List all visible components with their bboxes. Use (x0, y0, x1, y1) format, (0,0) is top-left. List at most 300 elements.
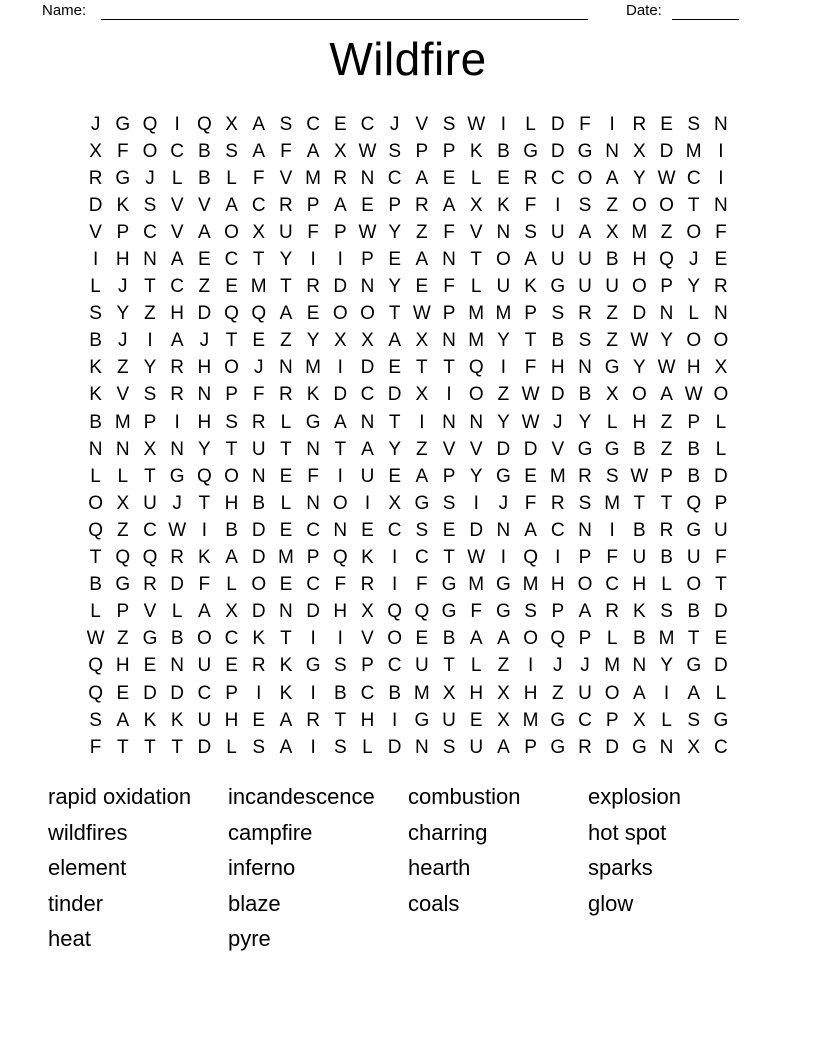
grid-cell: O (88, 492, 103, 514)
grid-cell: K (633, 601, 646, 623)
grid-cell: P (306, 194, 320, 216)
grid-cell: T (334, 709, 347, 731)
grid-cell: M (468, 330, 485, 352)
grid-cell: S (578, 330, 592, 352)
grid-cell: X (388, 492, 401, 514)
grid-cell: L (606, 411, 618, 433)
grid-cell: E (415, 276, 429, 298)
grid-row (82, 382, 735, 409)
grid-cell: T (660, 492, 673, 514)
grid-cell: S (388, 140, 401, 162)
grid-cell: Y (388, 221, 401, 243)
grid-cell: S (442, 736, 456, 758)
grid-cell: Z (116, 357, 129, 379)
grid-cell: F (524, 492, 537, 514)
grid-cell: F (252, 384, 265, 406)
grid-cell: I (446, 384, 452, 406)
grid-cell: L (117, 465, 129, 487)
grid-cell: I (527, 655, 534, 677)
grid-cell: S (225, 140, 238, 162)
grid-cell: L (715, 438, 727, 460)
grid-cell: H (224, 709, 239, 731)
grid-cell: I (500, 113, 507, 135)
grid-cell: P (524, 303, 537, 325)
grid-cell: Q (142, 113, 158, 135)
grid-cell: Y (578, 411, 592, 433)
grid-cell: E (714, 249, 728, 271)
grid-cell: Q (224, 303, 239, 325)
grid-cell: D (143, 682, 157, 704)
grid-cell: G (115, 574, 131, 596)
grid-cell: G (496, 574, 511, 596)
grid-cell: N (578, 519, 592, 541)
grid-cell: I (337, 628, 343, 650)
grid-cell: Z (660, 438, 673, 460)
grid-cell: R (333, 167, 348, 189)
grid-cell: A (333, 411, 347, 433)
grid-cell: A (687, 682, 701, 704)
grid-cell: E (252, 709, 266, 731)
grid-cell: L (280, 411, 292, 433)
grid-row (82, 545, 735, 572)
grid-cell: I (337, 357, 343, 379)
grid-cell: X (361, 330, 374, 352)
grid-cell: W (630, 330, 649, 352)
grid-cell: J (145, 167, 155, 189)
word-item: hot spot (588, 819, 667, 845)
grid-cell: L (226, 574, 237, 596)
grid-cell: C (714, 736, 728, 758)
grid-cell: T (225, 330, 238, 352)
grid-cell: M (495, 303, 512, 325)
grid-cell: E (388, 357, 401, 379)
grid-cell: Y (633, 167, 646, 189)
grid-cell: Z (116, 628, 129, 650)
grid-cell: M (631, 221, 648, 243)
grid-cell: B (551, 330, 565, 352)
grid-cell: M (522, 709, 539, 731)
grid-cell: B (89, 330, 102, 352)
grid-cell: R (251, 411, 266, 433)
grid-cell: W (467, 547, 486, 569)
grid-cell: U (442, 709, 456, 731)
grid-cell: X (633, 709, 646, 731)
grid-cell: M (468, 303, 485, 325)
grid-cell: R (170, 384, 185, 406)
grid-cell: I (609, 519, 615, 541)
grid-cell: L (661, 709, 672, 731)
grid-cell: X (89, 140, 102, 162)
grid-cell: E (388, 465, 401, 487)
grid-cell: L (525, 113, 536, 135)
grid-cell: P (660, 465, 673, 487)
grid-cell: Y (660, 330, 673, 352)
grid-cell: N (659, 736, 674, 758)
grid-cell: U (197, 655, 212, 677)
grid-cell: Z (198, 276, 211, 298)
grid-cell: R (632, 113, 647, 135)
grid-cell: H (115, 249, 130, 271)
grid-cell: E (225, 276, 238, 298)
grid-cell: K (116, 194, 130, 216)
grid-cell: C (387, 655, 402, 677)
grid-cell: B (89, 574, 102, 596)
grid-row (82, 409, 735, 436)
grid-cell: N (360, 167, 375, 189)
grid-cell: D (550, 113, 565, 135)
grid-cell: M (305, 357, 321, 379)
grid-cell: S (89, 709, 102, 731)
grid-cell: L (226, 167, 237, 189)
grid-cell: C (224, 249, 239, 271)
grid-cell: F (334, 574, 347, 596)
grid-cell: Y (497, 330, 510, 352)
grid-cell: C (170, 276, 185, 298)
word-item: hearth (408, 855, 471, 881)
grid-cell: R (279, 194, 293, 216)
grid-cell: D (714, 655, 728, 677)
grid-cell: T (171, 736, 183, 758)
grid-cell: T (715, 574, 727, 596)
grid-cell: I (609, 113, 615, 135)
grid-cell: D (714, 465, 728, 487)
grid-cell: N (714, 194, 728, 216)
grid-cell: E (279, 465, 293, 487)
grid-cell: H (523, 682, 538, 704)
grid-cell: S (333, 655, 347, 677)
grid-cell: I (419, 411, 425, 433)
grid-cell: K (89, 384, 102, 406)
grid-cell: A (116, 709, 130, 731)
grid-cell: O (196, 628, 212, 650)
grid-cell: A (524, 249, 537, 271)
grid-cell: C (605, 574, 620, 596)
grid-cell: C (387, 167, 402, 189)
grid-cell: A (578, 601, 592, 623)
grid-cell: A (442, 194, 456, 216)
grid-cell: M (305, 167, 321, 189)
grid-row (82, 680, 735, 707)
grid-cell: D (170, 682, 185, 704)
grid-cell: D (333, 276, 348, 298)
grid-cell: U (360, 465, 375, 487)
name-label: Name: (42, 2, 87, 19)
grid-cell: G (441, 601, 457, 623)
grid-cell: J (389, 113, 400, 135)
date-label: Date: (626, 2, 662, 19)
grid-cell: G (414, 709, 430, 731)
grid-cell: O (387, 628, 403, 650)
grid-cell: E (252, 330, 266, 352)
grid-cell: S (524, 601, 537, 623)
grid-cell: I (392, 547, 398, 569)
grid-cell: V (198, 194, 211, 216)
grid-cell: S (143, 384, 157, 406)
grid-cell: A (279, 303, 293, 325)
grid-cell: I (201, 519, 207, 541)
word-item: wildfires (48, 819, 128, 845)
grid-cell: A (170, 249, 184, 271)
grid-cell: A (415, 167, 429, 189)
grid-cell: K (279, 655, 293, 677)
grid-cell: Y (469, 465, 483, 487)
grid-cell: G (441, 574, 457, 596)
grid-cell: R (306, 709, 320, 731)
grid-cell: N (659, 303, 674, 325)
grid-cell: U (550, 249, 565, 271)
grid-cell: J (172, 492, 182, 514)
grid-cell: K (497, 194, 510, 216)
grid-cell: Y (306, 330, 320, 352)
grid-cell: A (361, 438, 374, 460)
grid-cell: P (578, 628, 592, 650)
grid-cell: G (686, 519, 702, 541)
grid-cell: P (306, 547, 320, 569)
word-item: heat (48, 926, 91, 952)
grid-cell: U (469, 736, 484, 758)
grid-cell: X (225, 113, 238, 135)
grid-cell: G (713, 709, 729, 731)
grid-cell: C (197, 682, 212, 704)
grid-cell: V (143, 601, 157, 623)
grid-cell: P (415, 140, 429, 162)
grid-cell: O (713, 384, 729, 406)
grid-cell: T (144, 276, 156, 298)
grid-cell: T (116, 736, 129, 758)
grid-cell: Q (142, 547, 158, 569)
grid-cell: P (714, 492, 728, 514)
grid-cell: X (361, 601, 374, 623)
grid-cell: P (442, 140, 456, 162)
grid-cell: N (442, 249, 456, 271)
grid-cell: I (473, 492, 479, 514)
grid-cell: Z (497, 655, 510, 677)
grid-cell: G (414, 492, 430, 514)
date-fill-line (672, 4, 739, 20)
grid-cell: E (442, 519, 456, 541)
grid-cell: J (553, 411, 563, 433)
grid-cell: Y (388, 276, 401, 298)
grid-cell: S (524, 221, 537, 243)
grid-cell: T (225, 438, 238, 460)
grid-cell: L (362, 736, 373, 758)
grid-cell: U (578, 682, 592, 704)
grid-cell: S (687, 709, 701, 731)
grid-cell: M (114, 411, 131, 433)
grid-cell: I (310, 736, 316, 758)
grid-cell: A (198, 221, 211, 243)
grid-cell: W (657, 167, 676, 189)
grid-cell: G (305, 655, 321, 677)
grid-cell: B (198, 167, 211, 189)
grid-cell: Z (497, 384, 510, 406)
grid-cell: M (250, 276, 267, 298)
grid-cell: V (442, 438, 456, 460)
grid-cell: D (469, 519, 484, 541)
grid-cell: I (310, 249, 316, 271)
grid-cell: R (659, 519, 674, 541)
grid-cell: N (306, 492, 320, 514)
grid-cell: O (577, 574, 593, 596)
grid-cell: P (605, 709, 619, 731)
grid-cell: B (633, 628, 646, 650)
grid-cell: M (468, 574, 485, 596)
grid-row (82, 301, 735, 328)
grid-cell: A (252, 113, 266, 135)
grid-cell: X (116, 492, 130, 514)
grid-cell: H (115, 655, 130, 677)
grid-cell: N (279, 357, 293, 379)
grid-cell: O (496, 249, 511, 271)
grid-cell: N (251, 465, 266, 487)
grid-cell: B (605, 249, 619, 271)
word-column (408, 779, 588, 957)
grid-cell: H (469, 682, 484, 704)
grid-cell: Q (88, 655, 103, 677)
grid-cell: F (252, 167, 265, 189)
grid-cell: U (686, 547, 701, 569)
grid-cell: B (687, 601, 701, 623)
grid-row (82, 274, 735, 301)
grid-cell: G (550, 736, 566, 758)
grid-cell: N (279, 601, 293, 623)
grid-cell: S (279, 113, 293, 135)
grid-cell: K (306, 384, 320, 406)
grid-row (82, 111, 735, 138)
grid-cell: Y (116, 303, 130, 325)
grid-cell: A (415, 249, 429, 271)
grid-cell: U (632, 547, 647, 569)
grid-cell: E (306, 303, 320, 325)
grid-cell: H (224, 492, 239, 514)
grid-cell: Q (88, 519, 103, 541)
grid-cell: S (660, 601, 673, 623)
grid-cell: X (333, 330, 347, 352)
grid-cell: Z (280, 330, 292, 352)
grid-cell: O (332, 492, 348, 514)
grid-cell: Z (116, 519, 129, 541)
grid-cell: X (415, 330, 429, 352)
grid-cell: A (225, 194, 238, 216)
grid-cell: I (555, 547, 561, 569)
grid-cell: D (550, 140, 565, 162)
grid-cell: R (88, 167, 103, 189)
grid-cell: H (686, 357, 701, 379)
grid-row (82, 463, 735, 490)
grid-cell: T (633, 492, 646, 514)
grid-cell: D (197, 303, 212, 325)
grid-cell: R (578, 303, 592, 325)
grid-cell: J (253, 357, 264, 379)
grid-cell: L (715, 411, 727, 433)
grid-cell: D (333, 384, 348, 406)
grid-cell: M (604, 655, 621, 677)
grid-row (82, 355, 735, 382)
grid-cell: C (550, 167, 565, 189)
grid-cell: L (90, 465, 101, 487)
grid-cell: T (144, 465, 156, 487)
grid-cell: N (143, 249, 157, 271)
grid-row (82, 246, 735, 273)
grid-cell: X (143, 438, 157, 460)
grid-row (82, 626, 735, 653)
grid-cell: X (605, 221, 619, 243)
grid-row (82, 707, 735, 734)
grid-cell: A (660, 384, 673, 406)
grid-cell: W (86, 628, 105, 650)
grid-cell: O (251, 574, 267, 596)
letter-grid (82, 111, 735, 761)
grid-cell: C (387, 519, 402, 541)
grid-cell: Y (687, 276, 701, 298)
grid-row (82, 572, 735, 599)
grid-cell: B (633, 438, 646, 460)
grid-cell: G (604, 438, 620, 460)
grid-cell: B (442, 628, 456, 650)
grid-cell: A (633, 682, 646, 704)
grid-cell: F (443, 221, 455, 243)
word-item: incandescence (228, 784, 375, 809)
grid-cell: L (688, 303, 699, 325)
word-column (48, 779, 228, 957)
grid-cell: F (715, 547, 727, 569)
grid-cell: E (279, 519, 293, 541)
grid-cell: B (578, 384, 592, 406)
grid-cell: G (305, 411, 321, 433)
grid-cell: F (524, 357, 537, 379)
grid-cell: E (116, 682, 130, 704)
grid-cell: O (142, 140, 158, 162)
grid-cell: R (578, 465, 592, 487)
grid-row (82, 599, 735, 626)
grid-cell: I (92, 249, 99, 271)
grid-cell: G (577, 438, 593, 460)
grid-cell: A (497, 736, 510, 758)
grid-cell: S (442, 113, 456, 135)
grid-cell: W (467, 113, 486, 135)
grid-cell: D (88, 194, 103, 216)
grid-row (82, 138, 735, 165)
grid-cell: S (442, 492, 456, 514)
grid-cell: J (498, 492, 509, 514)
grid-cell: S (415, 519, 429, 541)
grid-cell: L (90, 276, 101, 298)
grid-cell: Y (388, 438, 401, 460)
grid-cell: P (388, 194, 401, 216)
grid-cell: H (632, 411, 647, 433)
grid-cell: U (714, 519, 728, 541)
grid-cell: C (224, 628, 239, 650)
grid-row (82, 328, 735, 355)
word-item: rapid oxidation (48, 784, 192, 809)
grid-cell: G (686, 655, 702, 677)
grid-cell: X (333, 140, 347, 162)
grid-cell: I (147, 330, 153, 352)
grid-cell: N (578, 357, 592, 379)
grid-cell: R (279, 384, 293, 406)
grid-cell: O (604, 682, 620, 704)
grid-cell: J (118, 330, 128, 352)
grid-cell: O (686, 330, 702, 352)
grid-cell: N (714, 303, 728, 325)
grid-cell: G (142, 628, 158, 650)
grid-cell: G (550, 276, 566, 298)
grid-cell: F (443, 276, 455, 298)
grid-cell: R (143, 574, 157, 596)
grid-cell: H (360, 709, 375, 731)
grid-cell: E (660, 113, 673, 135)
grid-cell: I (310, 628, 316, 650)
